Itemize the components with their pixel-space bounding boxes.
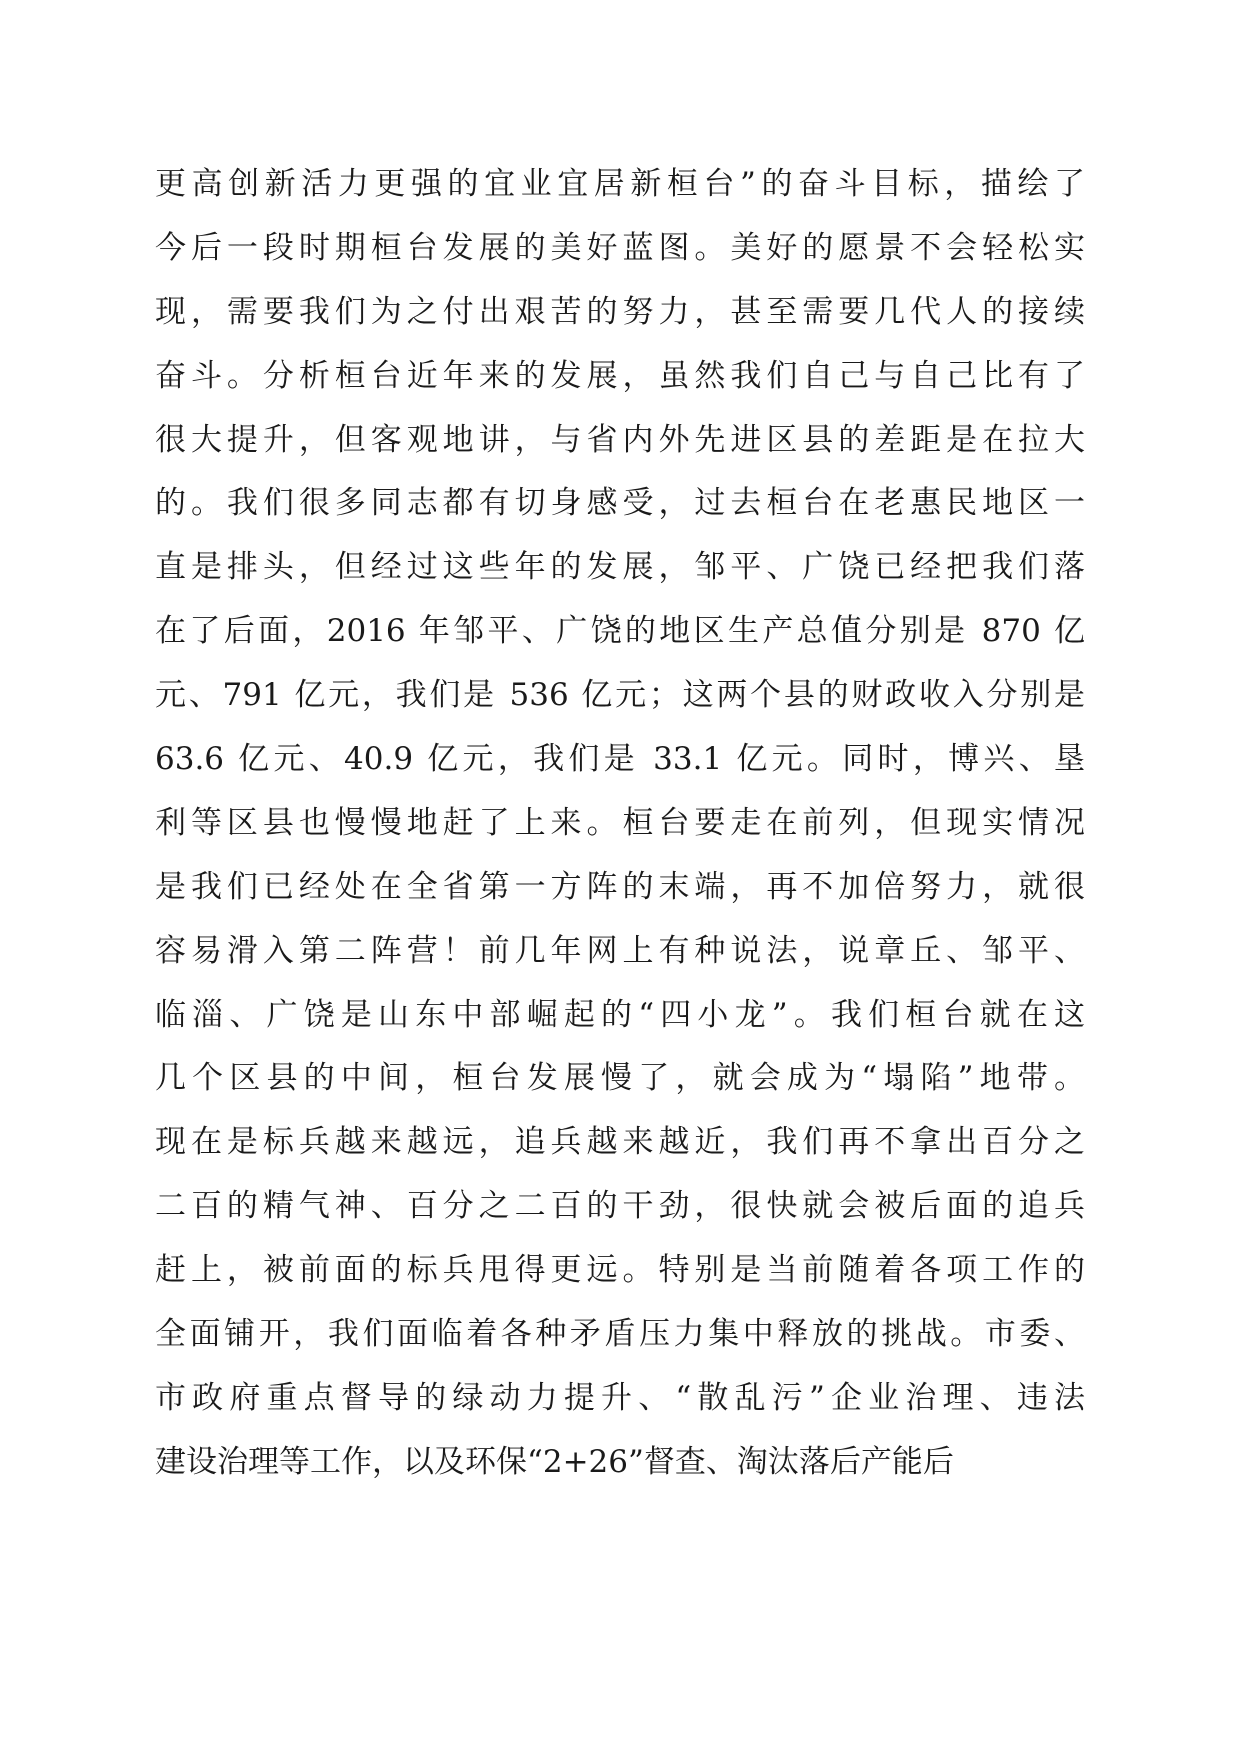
- text-line: 元、791 亿元，我们是 536 亿元；这两个县的财政收入分别是: [155, 677, 1085, 714]
- body-text: [155, 153, 1085, 1495]
- text-line: 建设治理等工作，以及环保“2+26”督查、淘汰落后产能后: [155, 1443, 954, 1480]
- text-line: 市政府重点督导的绿动力提升、“散乱污”企业治理、违法: [155, 1379, 1085, 1416]
- text-line: 奋斗。分析桓台近年来的发展，虽然我们自己与自己比有了: [155, 357, 1085, 394]
- text-line: 63.6 亿元、40.9 亿元，我们是 33.1 亿元。同时，博兴、垦: [155, 741, 1085, 778]
- text-line: 全面铺开，我们面临着各种矛盾压力集中释放的挑战。市委、: [155, 1316, 1085, 1353]
- text-line: 临淄、广饶是山东中部崛起的“四小龙”。我们桓台就在这: [155, 996, 1085, 1033]
- text-line: 利等区县也慢慢地赶了上来。桓台要走在前列，但现实情况: [155, 804, 1085, 841]
- text-line: 赶上，被前面的标兵甩得更远。特别是当前随着各项工作的: [155, 1252, 1085, 1289]
- text-line: 更高创新活力更强的宜业宜居新桓台”的奋斗目标，描绘了: [155, 166, 1085, 202]
- text-line: 很大提升，但客观地讲，与省内外先进区县的差距是在拉大: [155, 421, 1085, 458]
- text-line: 直是排头，但经过这些年的发展，邹平、广饶已经把我们落: [155, 549, 1085, 586]
- text-line: 容易滑入第二阵营！前几年网上有种说法，说章丘、邹平、: [155, 932, 1085, 969]
- text-line: 现在是标兵越来越远，追兵越来越近，我们再不拿出百分之: [155, 1124, 1085, 1161]
- text-line: 二百的精气神、百分之二百的干劲，很快就会被后面的追兵: [155, 1188, 1085, 1225]
- text-line: 是我们已经处在全省第一方阵的末端，再不加倍努力，就很: [155, 868, 1085, 905]
- text-line: 在了后面，2016 年邹平、广饶的地区生产总值分别是 870 亿: [155, 613, 1085, 650]
- text-line: 现，需要我们为之付出艰苦的努力，甚至需要几代人的接续: [155, 293, 1085, 330]
- text-line: 的。我们很多同志都有切身感受，过去桓台在老惠民地区一: [155, 485, 1085, 522]
- text-line: 今后一段时期桓台发展的美好蓝图。美好的愿景不会轻松实: [155, 229, 1085, 266]
- text-line: 几个区县的中间，桓台发展慢了，就会成为“塌陷”地带。: [155, 1060, 1085, 1097]
